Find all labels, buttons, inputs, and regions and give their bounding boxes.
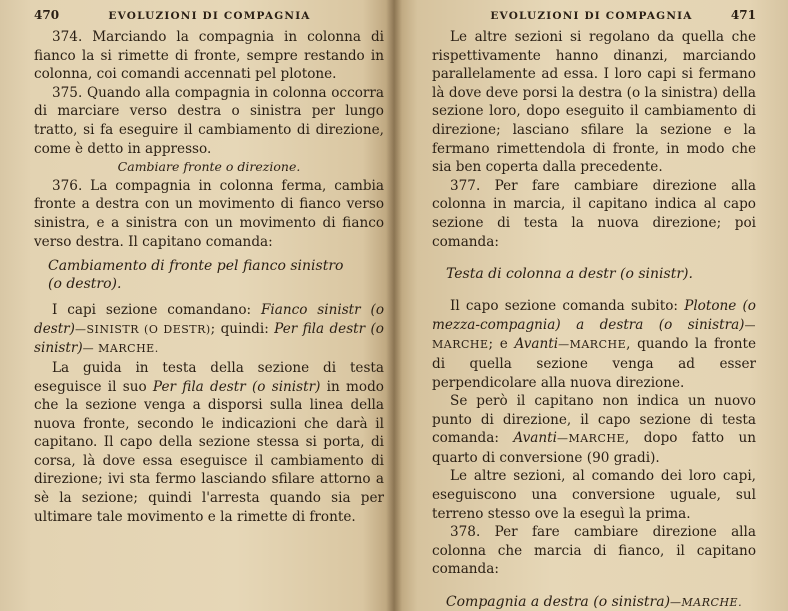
paragraph-375: 375. Quando alla compagnia in colonna occorra di marciare verso destra o sinistra per lungo tratto, si fa eseguire il cambiamento di direzione, come è detto in appresso. [34,84,384,157]
se-command-marche: —MARCHE [556,432,625,446]
left-running-head: EVOLUZIONI DI COMPAGNIA [108,10,311,22]
guida-text-a: La guida in testa della sezione di testa eseguisce il suo [34,359,384,395]
capi-command-sinistr: —SINISTR (O DESTR) [75,322,211,336]
se-command-avanti: Avanti [513,430,557,447]
capi-quindi: ; quindi: [210,320,275,337]
left-page-body [34,28,384,526]
capi-command-fianco: Fianco sinistr (o destr) [34,302,384,337]
right-running-head: EVOLUZIONI DI COMPAGNIA [490,10,693,22]
capo-command-plotone: Plotone (o mezza-compagnia) a destra (o sinistra) [432,298,756,333]
capo-command-avanti: Avanti [514,336,559,353]
command-cambiamento-fronte [34,257,384,293]
guida-command: Per fila destr (o sinistr) [152,378,321,395]
capo-text-a: Il capo sezione comanda subito: [450,298,685,315]
command-compagnia-a-destra [432,593,756,611]
command3-text: Compagnia a destra (o sinistra) [445,594,671,611]
paragraph-se-pero [432,392,756,467]
capo-command-marche-1: —MARCHE [432,318,756,352]
capo-command-marche-2: —MARCHE [558,338,627,352]
capo-text-b: ; e [488,336,515,353]
capo-text-c: , quando la fronte di quella sezione venga ad esser perpendicolare alla nuova direzione. [432,336,756,391]
capi-command-marche: — MARCHE. [82,342,159,356]
paragraph-altre-sezioni-2: Le altre sezioni, al comando dei loro capi, eseguiscono una conversione uguale, sul terreno stesso ove la eseguì la prima. [432,468,756,522]
se-text-b: , dopo fatto un quarto di conversione (90 gradi). [432,430,756,466]
command-line-2: (o destro). [48,276,122,293]
paragraph-capo-sezione [432,297,756,392]
guida-text-b: in modo che la sezione venga a disporsi sulla linea della nuova fronte, secondo le indicazioni che darà il capitano. Il capo della sezione stessa si porta, di corsa, là dove essa eseguisce il cambiamento di direzione; ivi sta fermo lasciando sfilare attorno a sè la sezione; quindi l'arresta quando sia per ultimare tale movimento e la rimette di fronte. [34,378,384,525]
paragraph-guida [34,359,384,526]
se-text-a: Se però il capitano non indica un nuovo punto di direzione, il capo sezione di testa comanda: [432,393,756,447]
paragraph-377: 377. Per fare cambiare direzione alla colonna in marcia, il capitano indica al capo sezione di testa la nuova direzione; poi comanda: [432,177,756,250]
section-title: Cambiare fronte o direzione. [117,159,301,175]
right-page-header [432,8,756,28]
paragraph-capi-sezione [34,301,384,359]
command-testa-di-colonna: Testa di colonna a destr (o sinistr). [446,266,693,283]
left-page-number: 470 [34,8,60,22]
right-page-body [432,28,756,611]
paragraph-altre-sezioni: Le altre sezioni si regolano da quella che rispettivamente hanno dinanzi, marciando parallelamente ad essa. I loro capi si fermano là dove deve porsi la destra (o la sinistra) della sezione loro, dopo eseguito il cambiamento di direzione; lasciano sfilare la sezione e la fermano rimettendola di fronte, in modo che sia ben coperta dalla precedente. [432,29,756,176]
paragraph-376: 376. La compagnia in colonna ferma, cambia fronte a destra con un movimento di fianco verso sinistra, e a sinistra con un movimento di fianco verso destra. Il capitano comanda: [34,177,384,250]
capi-command-per-fila: Per fila destr (o sinistr) [34,320,384,357]
right-page [394,0,788,611]
capi-intro: I capi sezione comandano: [52,302,261,319]
left-page-header [34,8,384,28]
command-line-1: Cambiamento di fronte pel fianco sinistro [48,258,344,275]
paragraph-378: 378. Per fare cambiare direzione alla colonna che marcia di fianco, il capitano comanda: [432,524,756,578]
paragraph-374: 374. Marciando la compagnia in colonna di fianco la si rimette di fronte, sempre restando in colonna, coi comandi accennati pel plotone. [34,29,384,83]
right-page-number: 471 [730,8,756,22]
command3-marche: —MARCHE. [670,596,743,610]
